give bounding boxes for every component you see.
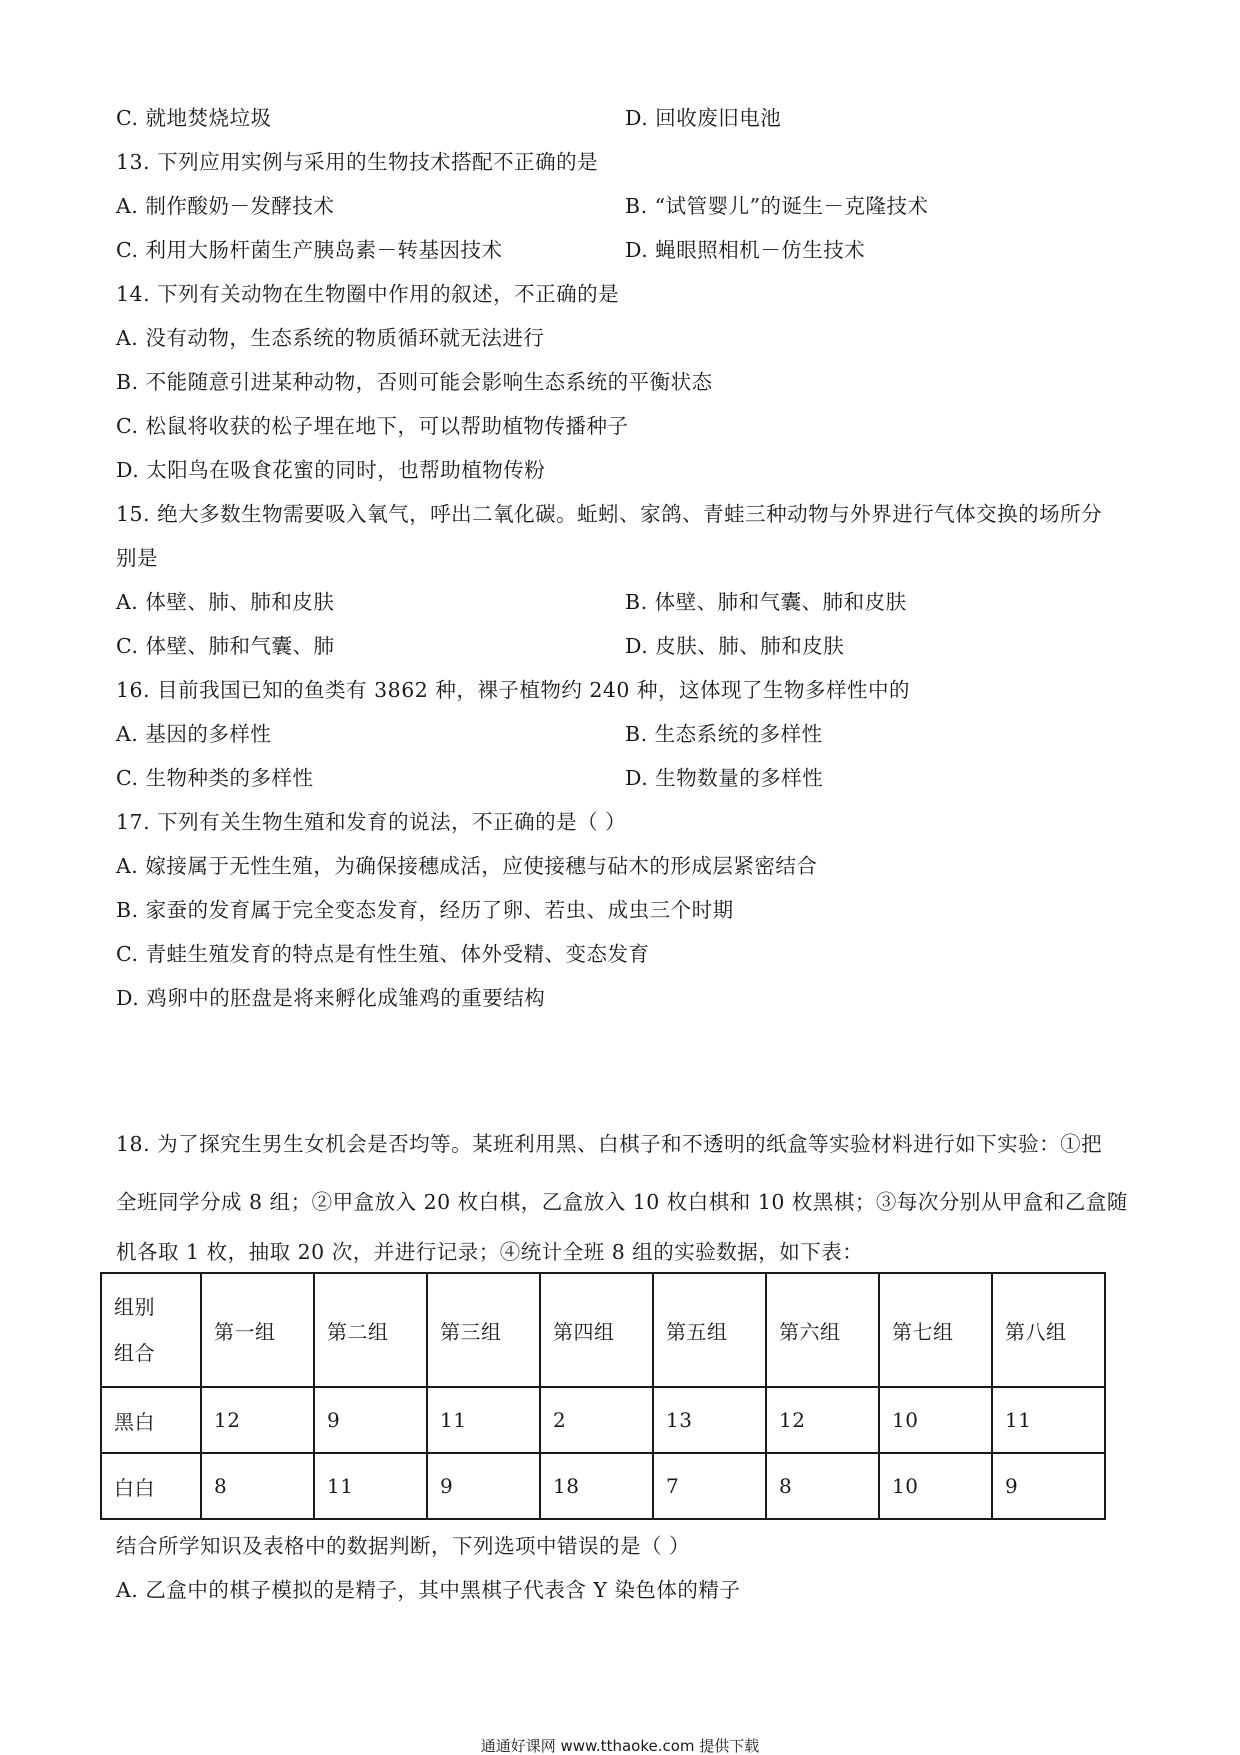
header-cell: 第二组 xyxy=(314,1273,427,1387)
q16-option-d: D. 生物数量的多样性 xyxy=(625,766,824,790)
q17-option-a: A. 嫁接属于无性生殖，为确保接穗成活，应使接穗与砧木的形成层紧密结合 xyxy=(116,854,818,878)
q15-stem: 15. 绝大多数生物需要吸入氧气，呼出二氧化碳。蚯蚓、家鸽、青蛙三种动物与外界进行气体交换的场所分 xyxy=(116,502,1103,526)
header-cell: 第八组 xyxy=(992,1273,1105,1387)
table-cell: 12 xyxy=(201,1387,314,1453)
table-header-row xyxy=(101,1273,1105,1387)
q13-option-b: B. “试管婴儿”的诞生－克隆技术 xyxy=(625,194,929,218)
q13-stem: 13. 下列应用实例与采用的生物技术搭配不正确的是 xyxy=(116,150,599,174)
q15-stem-cont: 别是 xyxy=(116,546,158,570)
q17-option-c: C. 青蛙生殖发育的特点是有性生殖、体外受精、变态发育 xyxy=(116,942,650,966)
q15-option-a: A. 体壁、肺、肺和皮肤 xyxy=(116,590,335,614)
row-label: 白白 xyxy=(101,1453,201,1519)
q16-option-c: C. 生物种类的多样性 xyxy=(116,766,314,790)
q17-stem: 17. 下列有关生物生殖和发育的说法，不正确的是（ ） xyxy=(116,810,627,834)
table-cell: 11 xyxy=(427,1387,540,1453)
corner-bottom-label: 组合 xyxy=(114,1341,155,1365)
q16-option-b: B. 生态系统的多样性 xyxy=(625,722,823,746)
q17-option-b: B. 家蚕的发育属于完全变态发育，经历了卵、若虫、成虫三个时期 xyxy=(116,898,734,922)
header-cell: 第六组 xyxy=(766,1273,879,1387)
header-cell: 第三组 xyxy=(427,1273,540,1387)
q14-option-c: C. 松鼠将收获的松子埋在地下，可以帮助植物传播种子 xyxy=(116,414,629,438)
row-label: 黑白 xyxy=(101,1387,201,1453)
header-cell: 第四组 xyxy=(540,1273,653,1387)
header-cell: 第五组 xyxy=(653,1273,766,1387)
experiment-data-table xyxy=(100,1272,1106,1520)
header-cell: 第七组 xyxy=(879,1273,992,1387)
q14-stem: 14. 下列有关动物在生物圈中作用的叙述，不正确的是 xyxy=(116,282,620,306)
q18-stem-line3: 机各取 1 枚，抽取 20 次，并进行记录；④统计全班 8 组的实验数据，如下表： xyxy=(116,1240,864,1264)
table-cell: 8 xyxy=(201,1453,314,1519)
table-corner-cell xyxy=(101,1273,201,1387)
table-cell: 9 xyxy=(314,1387,427,1453)
footer-watermark: 通通好课网 www.tthaoke.com 提供下载 xyxy=(480,1737,760,1755)
table-cell: 9 xyxy=(427,1453,540,1519)
corner-top-label: 组别 xyxy=(114,1295,155,1319)
table-cell: 11 xyxy=(992,1387,1105,1453)
q18-option-a: A. 乙盒中的棋子模拟的是精子，其中黑棋子代表含 Y 染色体的精子 xyxy=(116,1578,741,1602)
q14-option-d: D. 太阳鸟在吸食花蜜的同时，也帮助植物传粉 xyxy=(116,458,546,482)
q12-option-d: D. 回收废旧电池 xyxy=(625,106,782,130)
header-cell: 第一组 xyxy=(201,1273,314,1387)
table-cell: 7 xyxy=(653,1453,766,1519)
q18-prompt: 结合所学知识及表格中的数据判断，下列选项中错误的是（ ） xyxy=(116,1534,691,1558)
table-cell: 10 xyxy=(879,1453,992,1519)
table-cell: 12 xyxy=(766,1387,879,1453)
table-row xyxy=(101,1453,1105,1519)
table-cell: 8 xyxy=(766,1453,879,1519)
table-cell: 18 xyxy=(540,1453,653,1519)
table-row xyxy=(101,1387,1105,1453)
q13-option-c: C. 利用大肠杆菌生产胰岛素－转基因技术 xyxy=(116,238,503,262)
table-cell: 10 xyxy=(879,1387,992,1453)
q14-option-a: A. 没有动物，生态系统的物质循环就无法进行 xyxy=(116,326,545,350)
q14-option-b: B. 不能随意引进某种动物，否则可能会影响生态系统的平衡状态 xyxy=(116,370,713,394)
table-cell: 13 xyxy=(653,1387,766,1453)
q18-stem-line1: 18. 为了探究生男生女机会是否均等。某班利用黑、白棋子和不透明的纸盒等实验材料进行如下实验：①把 xyxy=(116,1132,1103,1156)
q16-option-a: A. 基因的多样性 xyxy=(116,722,272,746)
q16-stem: 16. 目前我国已知的鱼类有 3862 种，裸子植物约 240 种，这体现了生物多样性中的 xyxy=(116,678,910,702)
q15-option-c: C. 体壁、肺和气囊、肺 xyxy=(116,634,335,658)
q15-option-d: D. 皮肤、肺、肺和皮肤 xyxy=(625,634,845,658)
q17-option-d: D. 鸡卵中的胚盘是将来孵化成雏鸡的重要结构 xyxy=(116,986,546,1010)
table-cell: 9 xyxy=(992,1453,1105,1519)
q15-option-b: B. 体壁、肺和气囊、肺和皮肤 xyxy=(625,590,907,614)
table-cell: 2 xyxy=(540,1387,653,1453)
q13-option-a: A. 制作酸奶－发酵技术 xyxy=(116,194,335,218)
table-cell: 11 xyxy=(314,1453,427,1519)
q12-option-c: C. 就地焚烧垃圾 xyxy=(116,106,272,130)
q13-option-d: D. 蝇眼照相机－仿生技术 xyxy=(625,238,866,262)
q18-stem-line2: 全班同学分成 8 组；②甲盒放入 20 枚白棋，乙盒放入 10 枚白棋和 10 枚黑棋；③每次分别从甲盒和乙盒随 xyxy=(116,1190,1128,1214)
